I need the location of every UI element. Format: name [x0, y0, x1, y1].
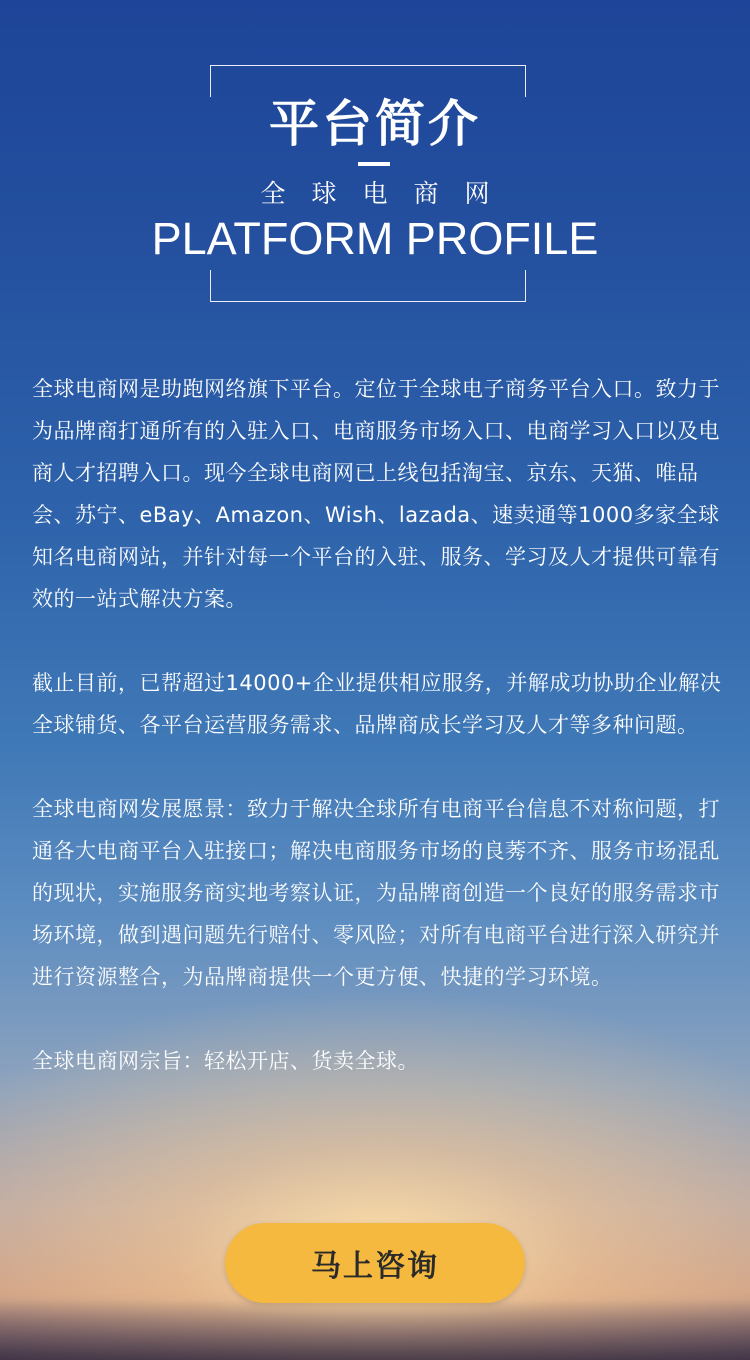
achievement-paragraph: 截止目前，已帮超过14000+企业提供相应服务，并解成功协助企业解决全球铺货、各平台运营服务需求、品牌商成长学习及人才等多种问题。	[32, 671, 722, 737]
vision-paragraph: 全球电商网发展愿景：致力于解决全球所有电商平台信息不对称问题，打通各大电商平台入驻接口；解决电商服务市场的良莠不齐、服务市场混乱的现状，实施服务商实地考察认证，为品牌商创造一个良好的服务需求市场环境，做到遇问题先行赔付、零风险；对所有电商平台进行深入研究并进行资源整合，为品牌商提供一个更方便、快捷的学习环境。	[32, 797, 720, 989]
page-title: 平台简介	[269, 95, 481, 153]
mission-paragraph: 全球电商网宗旨：轻松开店、货卖全球。	[32, 1049, 419, 1073]
page-subtitle-cn: 全球电商网	[260, 179, 516, 208]
profile-content	[32, 368, 722, 1124]
page-subtitle-en: PLATFORM PROFILE	[151, 213, 599, 264]
frame-bottom-border	[210, 270, 526, 302]
horizon-background	[0, 1300, 750, 1360]
title-divider	[358, 162, 390, 166]
consult-now-button[interactable]: 马上咨询	[225, 1223, 525, 1303]
intro-paragraph: 全球电商网是助跑网络旗下平台。定位于全球电子商务平台入口。致力于为品牌商打通所有的入驻入口、电商服务市场入口、电商学习入口以及电商人才招聘入口。现今全球电商网已上线包括淘宝、京东、天猫、唯品会、苏宁、eBay、Amazon、Wish、lazada、速卖通等1000多家全球知名电商网站，并针对每一个平台的入驻、服务、学习及人才提供可靠有效的一站式解决方案。	[32, 377, 720, 611]
